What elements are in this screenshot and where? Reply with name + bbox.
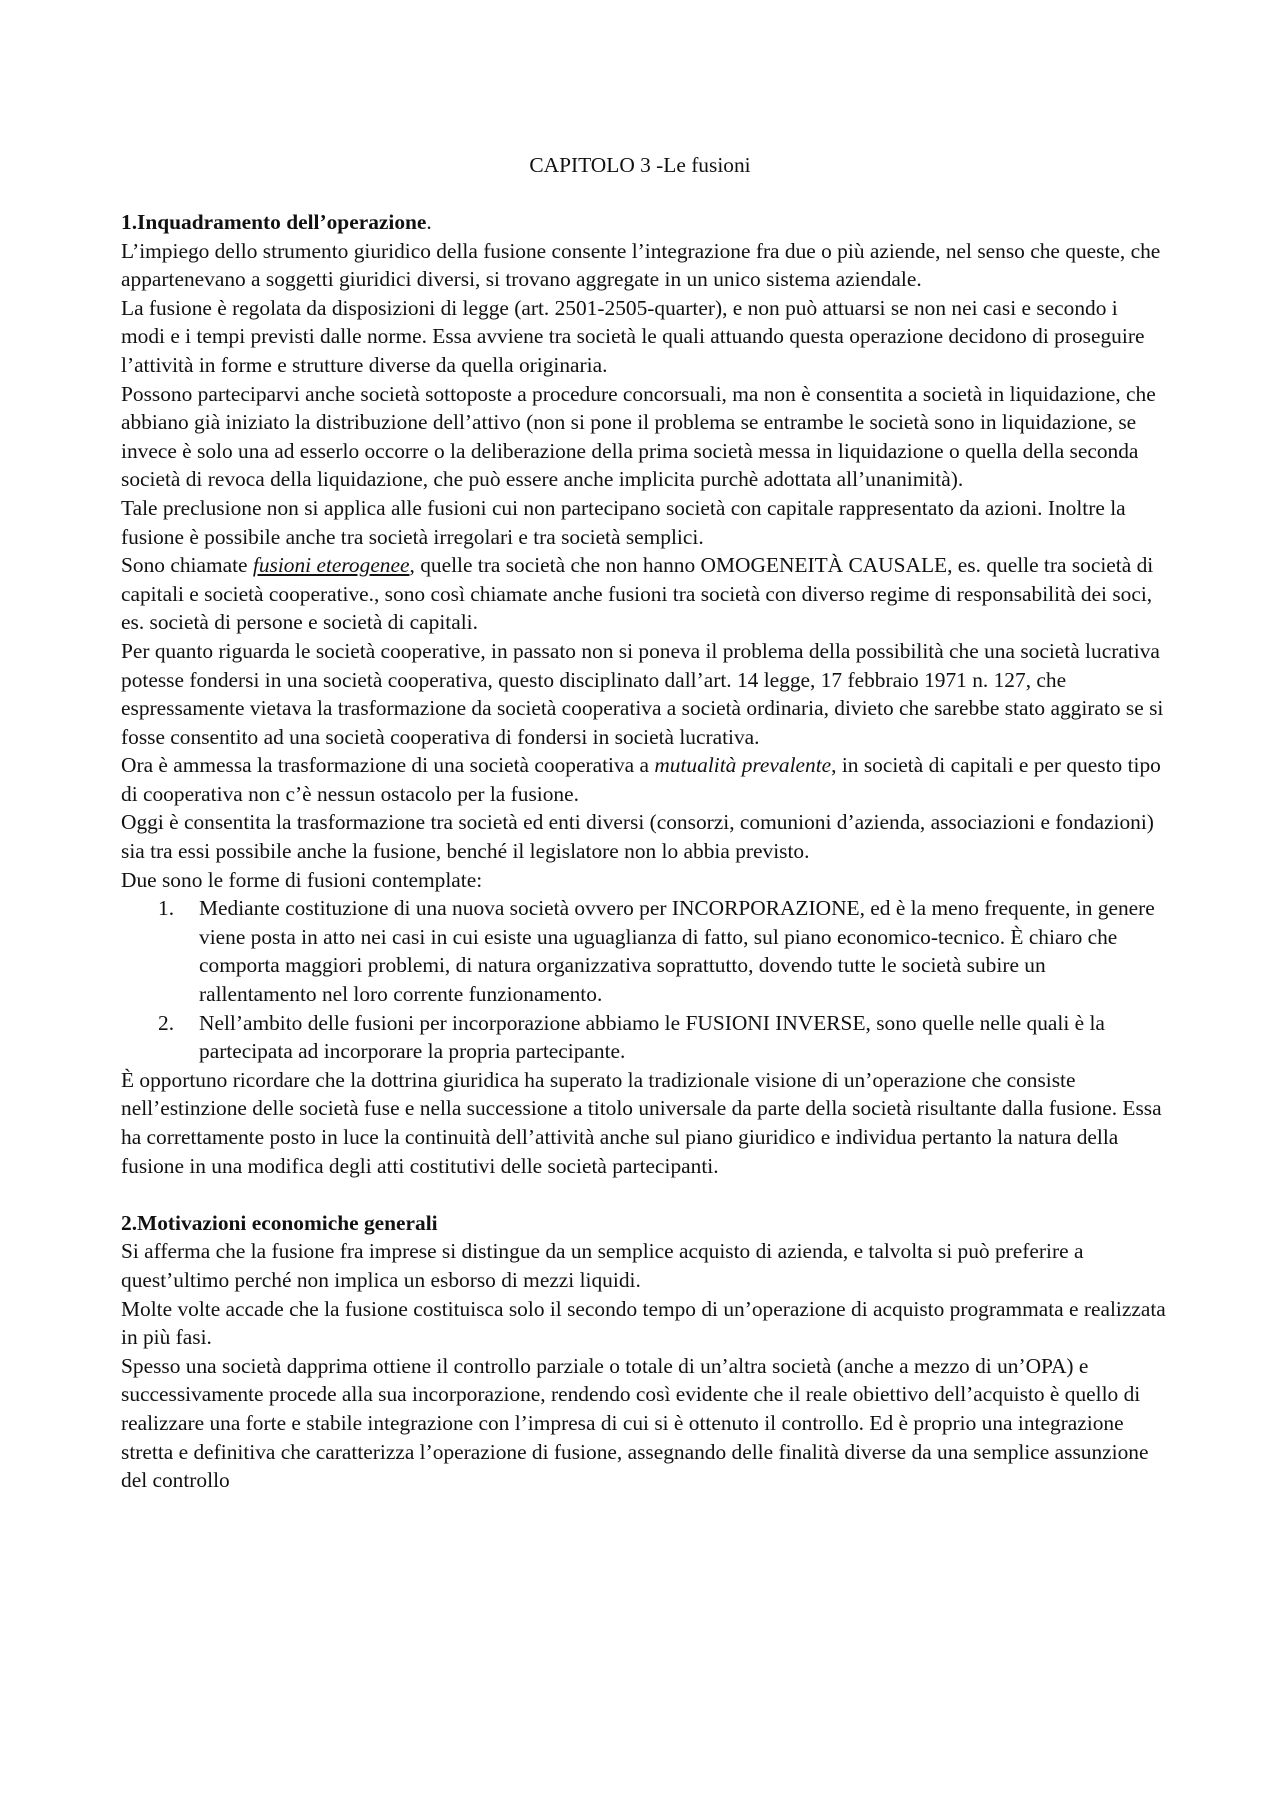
list-item-text: Nell’ambito delle fusioni per incorporazione abbiamo le FUSIONI INVERSE, sono quelle nelle quali è la partecipata ad incorporare la propria partecipante. bbox=[199, 1010, 1105, 1064]
section-1-heading bbox=[121, 208, 1166, 237]
section-1-heading-text: 1.Inquadramento dell’operazione bbox=[121, 210, 427, 234]
fusion-forms-list bbox=[121, 894, 1166, 1066]
section-1-heading-suffix: . bbox=[426, 210, 432, 234]
paragraph: È opportuno ricordare che la dottrina giuridica ha superato la tradizionale visione di un’operazione che consiste nell’estinzione delle società fuse e nella successione a titolo universale da parte della società risultante dalla fusione. Essa ha correttamente posto in luce la continuità dell’attività anche sul piano giuridico e individua pertanto la natura della fusione in una modifica degli atti costitutivi delle società partecipanti. bbox=[121, 1067, 1162, 1178]
paragraph: Tale preclusione non si applica alle fusioni cui non partecipano società con capitale rappresentato da azioni. Inoltre la fusione è possibile anche tra società irregolari e tra società semplici. bbox=[121, 495, 1126, 549]
term-fusioni-eterogenee: fusioni eterogenee bbox=[252, 553, 410, 578]
list-number: 1. bbox=[158, 896, 175, 921]
list-item bbox=[121, 894, 1166, 1008]
paragraph: Molte volte accade che la fusione costituisca solo il secondo tempo di un’operazione di acquisto programmata e realizzata in più fasi. bbox=[121, 1296, 1166, 1350]
paragraph: Spesso una società dapprima ottiene il controllo parziale o totale di un’altra società (anche a mezzo di un’OPA) e successivamente procede alla sua incorporazione, rendendo così evidente che il reale obiettivo dell’acquisto è quello di realizzare una forte e stabile integrazione con l’impresa di cui si è ottenuto il controllo. Ed è proprio una integrazione stretta e definitiva che caratterizza l’operazione di fusione, assegnando delle finalità diverse da una semplice assunzione del controllo bbox=[121, 1353, 1149, 1493]
term-mutualita-prevalente: mutualità prevalente bbox=[654, 753, 832, 778]
paragraph-mutualita bbox=[121, 751, 1166, 808]
text-run: , in società di capitali e per questo tipo di cooperativa non c’è nessun ostacolo per la fusione. bbox=[121, 753, 1161, 806]
paragraph: Si afferma che la fusione fra imprese si distingue da un semplice acquisto di azienda, e talvolta si può preferire a quest’ultimo perché non implica un esborso di mezzi liquidi. bbox=[121, 1239, 1084, 1292]
list-item bbox=[121, 1009, 1166, 1066]
paragraph: Due sono le forme di fusioni contemplate: bbox=[121, 867, 483, 892]
section-spacer bbox=[121, 1180, 1166, 1209]
list-item-text: Mediante costituzione di una nuova società ovvero per INCORPORAZIONE, ed è la meno frequente, in genere viene posta in atto nei casi in cui esiste una uguaglianza di fatto, sul piano economico-tecnico. È chiaro che comporta maggiori problemi, di natura organizzativa soprattutto, dovendo tutte le società subire un rallentamento nel loro corrente funzionamento. bbox=[199, 896, 1155, 1007]
paragraph: L’impiego dello strumento giuridico della fusione consente l’integrazione fra due o più aziende, nel senso che queste, che appartenevano a soggetti giuridici diversi, si trovano aggregate in un unico sistema aziendale. bbox=[121, 238, 1161, 292]
text-run: Ora è ammessa la trasformazione di una società cooperativa a bbox=[121, 753, 655, 778]
document-body bbox=[121, 208, 1166, 1495]
chapter-title: CAPITOLO 3 -Le fusioni bbox=[529, 153, 751, 177]
paragraph: La fusione è regolata da disposizioni di legge (art. 2501-2505-quarter), e non può attuarsi se non nei casi e secondo i modi e i tempi previsti dalle norme. Essa avviene tra società le quali attuando questa operazione decidono di proseguire l’attività in forme e strutture diverse da quella originaria. bbox=[121, 295, 1145, 377]
section-2-heading: 2.Motivazioni economiche generali bbox=[121, 1210, 438, 1235]
paragraph: Per quanto riguarda le società cooperative, in passato non si poneva il problema della possibilità che una società lucrativa potesse fondersi in una società cooperativa, questo disciplinato dall’art. 14 legge, 17 febbraio 1971 n. 127, che espressamente vietava la trasformazione da società cooperativa a società ordinaria, divieto che sarebbe stato aggirato se si fosse consentito ad una società cooperativa di fondersi in società lucrativa. bbox=[121, 638, 1164, 749]
paragraph: Oggi è consentita la trasformazione tra società ed enti diversi (consorzi, comunioni d’azienda, associazioni e fondazioni) sia tra essi possibile anche la fusione, benché il legislatore non lo abbia previsto. bbox=[121, 810, 1154, 864]
text-run: , quelle tra società che non hanno OMOGENEITÀ CAUSALE, es. quelle tra società di capitali e società cooperative., sono così chiamate anche fusioni tra società con diverso regime di responsabilità dei soci, es. società di persone e società di capitali. bbox=[121, 553, 1154, 635]
list-number: 2. bbox=[158, 1010, 175, 1035]
paragraph-fusioni-eterogenee bbox=[121, 551, 1166, 637]
text-run: Sono chiamate bbox=[121, 553, 253, 578]
paragraph: Possono parteciparvi anche società sottoposte a procedure concorsuali, ma non è consentita a società in liquidazione, che abbiano già iniziato la distribuzione dell’attivo (non si pone il problema se entrambe le società sono in liquidazione, se invece è solo una ad esserlo occorre o la deliberazione della prima società messa in liquidazione o quella della seconda società di revoca della liquidazione, che può essere anche implicita purchè adottata all’unanimità). bbox=[121, 381, 1156, 492]
